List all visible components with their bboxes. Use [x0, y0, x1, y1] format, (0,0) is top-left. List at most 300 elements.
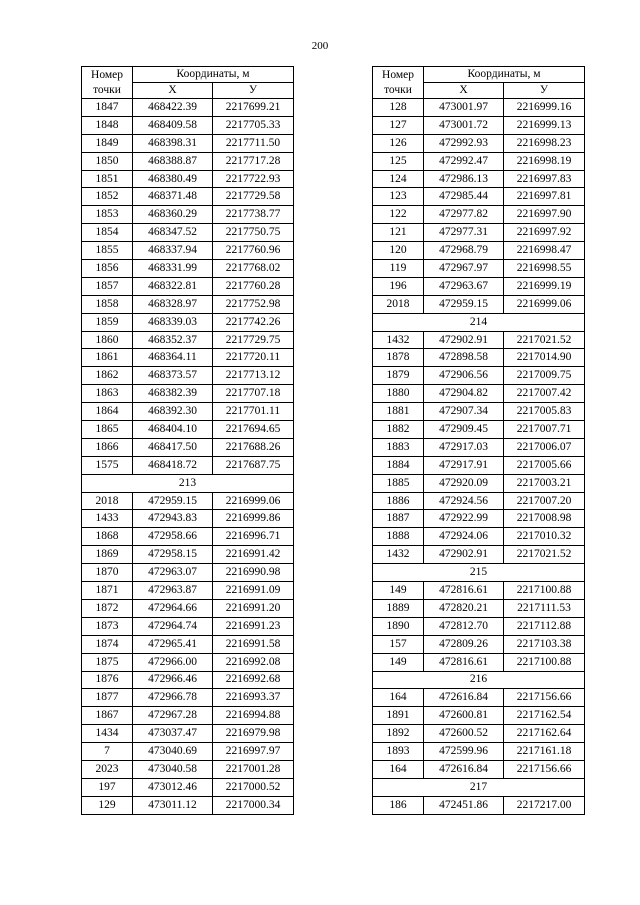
- point-number-cell: 125: [373, 152, 424, 170]
- table-row: [373, 421, 585, 439]
- section-row: [373, 564, 585, 582]
- point-number-cell: 1887: [373, 510, 424, 528]
- x-coordinate-cell: 473012.46: [133, 778, 213, 796]
- x-coordinate-cell: 472965.41: [133, 635, 213, 653]
- table-row: [82, 367, 294, 385]
- table-row: [373, 331, 585, 349]
- x-coordinate-cell: 472967.97: [424, 260, 504, 278]
- x-coordinate-cell: 472616.84: [424, 760, 504, 778]
- table-row: [373, 367, 585, 385]
- table-row: [373, 528, 585, 546]
- table-row: [82, 707, 294, 725]
- table-row: [373, 438, 585, 456]
- y-coordinate-cell: 2216999.13: [504, 116, 585, 134]
- table-row: [373, 242, 585, 260]
- point-number-cell: 2023: [82, 760, 133, 778]
- table-row: [82, 456, 294, 474]
- point-number-cell: 2018: [82, 492, 133, 510]
- y-coordinate-cell: 2216999.06: [213, 492, 294, 510]
- table-row: [82, 689, 294, 707]
- y-header: У: [213, 83, 294, 99]
- point-number-cell: 157: [373, 635, 424, 653]
- y-coordinate-cell: 2217705.33: [213, 116, 294, 134]
- point-number-cell: 1867: [82, 707, 133, 725]
- x-coordinate-cell: 472820.21: [424, 599, 504, 617]
- table-row: [82, 99, 294, 117]
- table-row: [82, 635, 294, 653]
- table-row: [82, 260, 294, 278]
- y-coordinate-cell: 2217000.34: [213, 796, 294, 814]
- x-coordinate-cell: 468417.50: [133, 438, 213, 456]
- y-coordinate-cell: 2216998.47: [504, 242, 585, 260]
- y-coordinate-cell: 2217005.83: [504, 403, 585, 421]
- table-row: [82, 582, 294, 600]
- table-row: [82, 116, 294, 134]
- point-number-cell: 120: [373, 242, 424, 260]
- table-row: [82, 403, 294, 421]
- point-number-cell: 1432: [373, 331, 424, 349]
- table-row: [82, 438, 294, 456]
- point-number-cell: 1432: [373, 546, 424, 564]
- table-row: [373, 743, 585, 761]
- x-coordinate-cell: 468398.31: [133, 134, 213, 152]
- point-number-cell: 1881: [373, 403, 424, 421]
- point-number-cell: 128: [373, 99, 424, 117]
- y-coordinate-cell: 2217162.54: [504, 707, 585, 725]
- point-number-cell: 1892: [373, 725, 424, 743]
- point-number-cell: 196: [373, 277, 424, 295]
- section-row: [373, 313, 585, 331]
- table-body-right: [373, 99, 585, 815]
- x-coordinate-cell: 468328.97: [133, 295, 213, 313]
- table-row: [82, 331, 294, 349]
- x-coordinate-cell: 472451.86: [424, 796, 504, 814]
- coordinates-header: Координаты, м: [424, 67, 585, 83]
- y-coordinate-cell: 2217750.75: [213, 224, 294, 242]
- y-coordinate-cell: 2216993.37: [213, 689, 294, 707]
- x-coordinate-cell: 468331.99: [133, 260, 213, 278]
- point-number-cell: 1889: [373, 599, 424, 617]
- y-coordinate-cell: 2217008.98: [504, 510, 585, 528]
- table-row: [82, 725, 294, 743]
- table-row: [82, 421, 294, 439]
- point-number-cell: 164: [373, 760, 424, 778]
- point-number-cell: 127: [373, 116, 424, 134]
- coordinates-table-left: [81, 66, 294, 815]
- table-row: [82, 760, 294, 778]
- table-row: [373, 295, 585, 313]
- x-coordinate-cell: 472964.74: [133, 617, 213, 635]
- table-row: [373, 474, 585, 492]
- y-coordinate-cell: 2217010.32: [504, 528, 585, 546]
- y-coordinate-cell: 2217100.88: [504, 582, 585, 600]
- table-row: [373, 689, 585, 707]
- point-number-cell: 1873: [82, 617, 133, 635]
- point-number-cell: 7: [82, 743, 133, 761]
- x-coordinate-cell: 472985.44: [424, 188, 504, 206]
- table-row: [373, 170, 585, 188]
- x-coordinate-cell: 468392.30: [133, 403, 213, 421]
- x-coordinate-cell: 472959.15: [424, 295, 504, 313]
- table-row: [82, 224, 294, 242]
- section-label: 217: [373, 778, 585, 796]
- y-coordinate-cell: 2217701.11: [213, 403, 294, 421]
- point-number-cell: 1884: [373, 456, 424, 474]
- table-row: [373, 707, 585, 725]
- y-coordinate-cell: 2217112.88: [504, 617, 585, 635]
- point-number-cell: 1847: [82, 99, 133, 117]
- x-header: X: [133, 83, 213, 99]
- y-coordinate-cell: 2217738.77: [213, 206, 294, 224]
- x-coordinate-cell: 468347.52: [133, 224, 213, 242]
- table-body-left: [82, 99, 294, 815]
- y-coordinate-cell: 2217713.12: [213, 367, 294, 385]
- x-coordinate-cell: 468380.49: [133, 170, 213, 188]
- point-number-cell: 1893: [373, 743, 424, 761]
- y-coordinate-cell: 2217161.18: [504, 743, 585, 761]
- y-coordinate-cell: 2217156.66: [504, 689, 585, 707]
- x-coordinate-cell: 468422.39: [133, 99, 213, 117]
- point-number-cell: 119: [373, 260, 424, 278]
- point-number-cell: 1575: [82, 456, 133, 474]
- x-coordinate-cell: 473037.47: [133, 725, 213, 743]
- y-coordinate-cell: 2217007.42: [504, 385, 585, 403]
- x-coordinate-cell: 468352.37: [133, 331, 213, 349]
- y-coordinate-cell: 2217111.53: [504, 599, 585, 617]
- table-row: [373, 152, 585, 170]
- x-coordinate-cell: 472816.61: [424, 653, 504, 671]
- point-number-cell: 121: [373, 224, 424, 242]
- y-coordinate-cell: 2216999.86: [213, 510, 294, 528]
- y-coordinate-cell: 2217000.52: [213, 778, 294, 796]
- point-number-cell: 1890: [373, 617, 424, 635]
- x-coordinate-cell: 472992.47: [424, 152, 504, 170]
- y-coordinate-cell: 2216999.19: [504, 277, 585, 295]
- x-coordinate-cell: 472967.28: [133, 707, 213, 725]
- y-coordinate-cell: 2217729.58: [213, 188, 294, 206]
- table-row: [82, 134, 294, 152]
- y-coordinate-cell: 2216998.23: [504, 134, 585, 152]
- table-row: [82, 313, 294, 331]
- x-coordinate-cell: 472966.78: [133, 689, 213, 707]
- y-coordinate-cell: 2217752.98: [213, 295, 294, 313]
- x-coordinate-cell: 472904.82: [424, 385, 504, 403]
- x-coordinate-cell: 468373.57: [133, 367, 213, 385]
- point-number-cell: 1849: [82, 134, 133, 152]
- point-number-cell: 2018: [373, 295, 424, 313]
- x-coordinate-cell: 472958.15: [133, 546, 213, 564]
- x-coordinate-cell: 468418.72: [133, 456, 213, 474]
- point-number-cell: 126: [373, 134, 424, 152]
- x-coordinate-cell: 468382.39: [133, 385, 213, 403]
- y-coordinate-cell: 2216994.88: [213, 707, 294, 725]
- table-row: [82, 242, 294, 260]
- point-number-cell: 164: [373, 689, 424, 707]
- point-number-cell: 1870: [82, 564, 133, 582]
- point-number-cell: 1875: [82, 653, 133, 671]
- y-coordinate-cell: 2217162.64: [504, 725, 585, 743]
- table-row: [373, 206, 585, 224]
- y-coordinate-cell: 2217217.00: [504, 796, 585, 814]
- x-coordinate-cell: 472924.56: [424, 492, 504, 510]
- section-row: [373, 778, 585, 796]
- point-number-cell: 186: [373, 796, 424, 814]
- point-number-cell: 1874: [82, 635, 133, 653]
- point-number-cell: 1864: [82, 403, 133, 421]
- x-coordinate-cell: 472909.45: [424, 421, 504, 439]
- x-coordinate-cell: 472959.15: [133, 492, 213, 510]
- point-number-cell: 1879: [373, 367, 424, 385]
- x-coordinate-cell: 472600.52: [424, 725, 504, 743]
- table-row: [373, 134, 585, 152]
- section-row: [373, 671, 585, 689]
- point-number-cell: 1869: [82, 546, 133, 564]
- x-coordinate-cell: 472964.66: [133, 599, 213, 617]
- y-coordinate-cell: 2217760.28: [213, 277, 294, 295]
- table-row: [82, 385, 294, 403]
- y-coordinate-cell: 2217005.66: [504, 456, 585, 474]
- table-row: [373, 510, 585, 528]
- point-number-cell: 1868: [82, 528, 133, 546]
- y-coordinate-cell: 2216997.90: [504, 206, 585, 224]
- point-number-cell: 1860: [82, 331, 133, 349]
- x-coordinate-cell: 472963.87: [133, 582, 213, 600]
- x-coordinate-cell: 472906.56: [424, 367, 504, 385]
- point-number-cell: 1876: [82, 671, 133, 689]
- point-number-cell: 1878: [373, 349, 424, 367]
- y-coordinate-cell: 2216991.23: [213, 617, 294, 635]
- point-number-cell: 1863: [82, 385, 133, 403]
- table-row: [373, 116, 585, 134]
- page-number: 200: [311, 40, 329, 52]
- x-coordinate-cell: 472816.61: [424, 582, 504, 600]
- point-number-cell: 1856: [82, 260, 133, 278]
- point-number-cell: 129: [82, 796, 133, 814]
- y-coordinate-cell: 2217007.71: [504, 421, 585, 439]
- point-number-cell: 1852: [82, 188, 133, 206]
- x-coordinate-cell: 473001.97: [424, 99, 504, 117]
- table-row: [373, 349, 585, 367]
- y-coordinate-cell: 2217707.18: [213, 385, 294, 403]
- y-coordinate-cell: 2216991.58: [213, 635, 294, 653]
- table-row: [82, 617, 294, 635]
- x-coordinate-cell: 473040.69: [133, 743, 213, 761]
- table-row: [373, 492, 585, 510]
- y-coordinate-cell: 2216998.19: [504, 152, 585, 170]
- x-coordinate-cell: 473040.58: [133, 760, 213, 778]
- table-row: [373, 277, 585, 295]
- y-coordinate-cell: 2217742.26: [213, 313, 294, 331]
- y-coordinate-cell: 2216991.42: [213, 546, 294, 564]
- table-row: [373, 635, 585, 653]
- section-label: 214: [373, 313, 585, 331]
- point-number-cell: 1880: [373, 385, 424, 403]
- table-row: [373, 224, 585, 242]
- table-row: [373, 760, 585, 778]
- point-number-cell: 1882: [373, 421, 424, 439]
- point-number-cell: 1871: [82, 582, 133, 600]
- y-coordinate-cell: 2216990.98: [213, 564, 294, 582]
- x-coordinate-cell: 468339.03: [133, 313, 213, 331]
- x-coordinate-cell: 472917.03: [424, 438, 504, 456]
- y-coordinate-cell: 2216998.55: [504, 260, 585, 278]
- table-row: [373, 188, 585, 206]
- x-coordinate-cell: 468360.29: [133, 206, 213, 224]
- y-coordinate-cell: 2216996.71: [213, 528, 294, 546]
- table-row: [82, 599, 294, 617]
- x-coordinate-cell: 472812.70: [424, 617, 504, 635]
- point-number-cell: 122: [373, 206, 424, 224]
- y-coordinate-cell: 2216997.97: [213, 743, 294, 761]
- table-row: [373, 385, 585, 403]
- table-row: [82, 170, 294, 188]
- point-number-cell: 1858: [82, 295, 133, 313]
- x-coordinate-cell: 472943.83: [133, 510, 213, 528]
- point-number-cell: 1865: [82, 421, 133, 439]
- y-coordinate-cell: 2217687.75: [213, 456, 294, 474]
- y-coordinate-cell: 2217768.02: [213, 260, 294, 278]
- x-coordinate-cell: 472599.96: [424, 743, 504, 761]
- x-coordinate-cell: 472924.06: [424, 528, 504, 546]
- x-coordinate-cell: 468337.94: [133, 242, 213, 260]
- x-coordinate-cell: 472600.81: [424, 707, 504, 725]
- y-coordinate-cell: 2217006.07: [504, 438, 585, 456]
- table-row: [82, 796, 294, 814]
- section-label: 215: [373, 564, 585, 582]
- y-coordinate-cell: 2217014.90: [504, 349, 585, 367]
- table-row: [373, 725, 585, 743]
- x-coordinate-cell: 472616.84: [424, 689, 504, 707]
- y-coordinate-cell: 2217694.65: [213, 421, 294, 439]
- point-number-cell: 123: [373, 188, 424, 206]
- y-coordinate-cell: 2216991.20: [213, 599, 294, 617]
- table-row: [82, 564, 294, 582]
- y-coordinate-cell: 2217100.88: [504, 653, 585, 671]
- table-row: [373, 403, 585, 421]
- table-row: [82, 277, 294, 295]
- section-label: 216: [373, 671, 585, 689]
- y-coordinate-cell: 2216992.68: [213, 671, 294, 689]
- point-number-cell: 1862: [82, 367, 133, 385]
- point-number-cell: 1883: [373, 438, 424, 456]
- x-coordinate-cell: 472966.46: [133, 671, 213, 689]
- table-row: [373, 582, 585, 600]
- x-coordinate-cell: 472992.93: [424, 134, 504, 152]
- y-coordinate-cell: 2216997.83: [504, 170, 585, 188]
- x-coordinate-cell: 472809.26: [424, 635, 504, 653]
- x-coordinate-cell: 468364.11: [133, 349, 213, 367]
- point-number-cell: 1859: [82, 313, 133, 331]
- y-coordinate-cell: 2217021.52: [504, 331, 585, 349]
- x-coordinate-cell: 468322.81: [133, 277, 213, 295]
- y-coordinate-cell: 2217760.96: [213, 242, 294, 260]
- x-coordinate-cell: 472898.58: [424, 349, 504, 367]
- y-coordinate-cell: 2217009.75: [504, 367, 585, 385]
- y-coordinate-cell: 2217007.20: [504, 492, 585, 510]
- coordinates-header: Координаты, м: [133, 67, 294, 83]
- x-coordinate-cell: 468409.58: [133, 116, 213, 134]
- coordinates-table-right: [372, 66, 585, 815]
- x-coordinate-cell: 468371.48: [133, 188, 213, 206]
- y-coordinate-cell: 2217103.38: [504, 635, 585, 653]
- table-row: [82, 743, 294, 761]
- y-coordinate-cell: 2217699.21: [213, 99, 294, 117]
- point-number-cell: 149: [373, 653, 424, 671]
- y-coordinate-cell: 2216992.08: [213, 653, 294, 671]
- point-number-cell: 1848: [82, 116, 133, 134]
- point-number-cell: 1861: [82, 349, 133, 367]
- point-number-cell: 1857: [82, 277, 133, 295]
- x-coordinate-cell: 473011.12: [133, 796, 213, 814]
- y-coordinate-cell: 2217688.26: [213, 438, 294, 456]
- point-number-cell: 1853: [82, 206, 133, 224]
- x-coordinate-cell: 468388.87: [133, 152, 213, 170]
- table-row: [82, 653, 294, 671]
- table-row: [82, 671, 294, 689]
- point-number-header: Номер точки: [82, 67, 133, 99]
- x-coordinate-cell: 472977.82: [424, 206, 504, 224]
- section-label: 213: [82, 474, 294, 492]
- table-row: [82, 778, 294, 796]
- table-row: [373, 599, 585, 617]
- point-number-header: Номер точки: [373, 67, 424, 99]
- point-number-cell: 1891: [373, 707, 424, 725]
- point-number-cell: 149: [373, 582, 424, 600]
- x-coordinate-cell: 472968.79: [424, 242, 504, 260]
- x-coordinate-cell: 472922.99: [424, 510, 504, 528]
- y-coordinate-cell: 2217722.93: [213, 170, 294, 188]
- point-number-cell: 1850: [82, 152, 133, 170]
- table-row: [82, 546, 294, 564]
- x-coordinate-cell: 472963.07: [133, 564, 213, 582]
- table-row: [373, 653, 585, 671]
- table-row: [82, 510, 294, 528]
- point-number-cell: 197: [82, 778, 133, 796]
- point-number-cell: 1885: [373, 474, 424, 492]
- x-coordinate-cell: 472963.67: [424, 277, 504, 295]
- point-number-cell: 124: [373, 170, 424, 188]
- table-row: [82, 349, 294, 367]
- x-coordinate-cell: 472958.66: [133, 528, 213, 546]
- y-coordinate-cell: 2217003.21: [504, 474, 585, 492]
- x-coordinate-cell: 472966.00: [133, 653, 213, 671]
- y-coordinate-cell: 2216991.09: [213, 582, 294, 600]
- point-number-cell: 1854: [82, 224, 133, 242]
- table-row: [373, 617, 585, 635]
- y-coordinate-cell: 2217720.11: [213, 349, 294, 367]
- point-number-cell: 1888: [373, 528, 424, 546]
- x-coordinate-cell: 468404.10: [133, 421, 213, 439]
- table-row: [82, 492, 294, 510]
- y-coordinate-cell: 2217717.28: [213, 152, 294, 170]
- table-row: [373, 546, 585, 564]
- y-coordinate-cell: 2217021.52: [504, 546, 585, 564]
- y-coordinate-cell: 2217001.28: [213, 760, 294, 778]
- x-coordinate-cell: 472986.13: [424, 170, 504, 188]
- x-coordinate-cell: 472902.91: [424, 331, 504, 349]
- x-coordinate-cell: 473001.72: [424, 116, 504, 134]
- table-row: [373, 456, 585, 474]
- table-row: [82, 152, 294, 170]
- table-row: [373, 99, 585, 117]
- x-coordinate-cell: 472920.09: [424, 474, 504, 492]
- x-coordinate-cell: 472917.91: [424, 456, 504, 474]
- point-number-cell: 1855: [82, 242, 133, 260]
- point-number-cell: 1433: [82, 510, 133, 528]
- table-row: [373, 260, 585, 278]
- point-number-cell: 1434: [82, 725, 133, 743]
- y-coordinate-cell: 2216997.92: [504, 224, 585, 242]
